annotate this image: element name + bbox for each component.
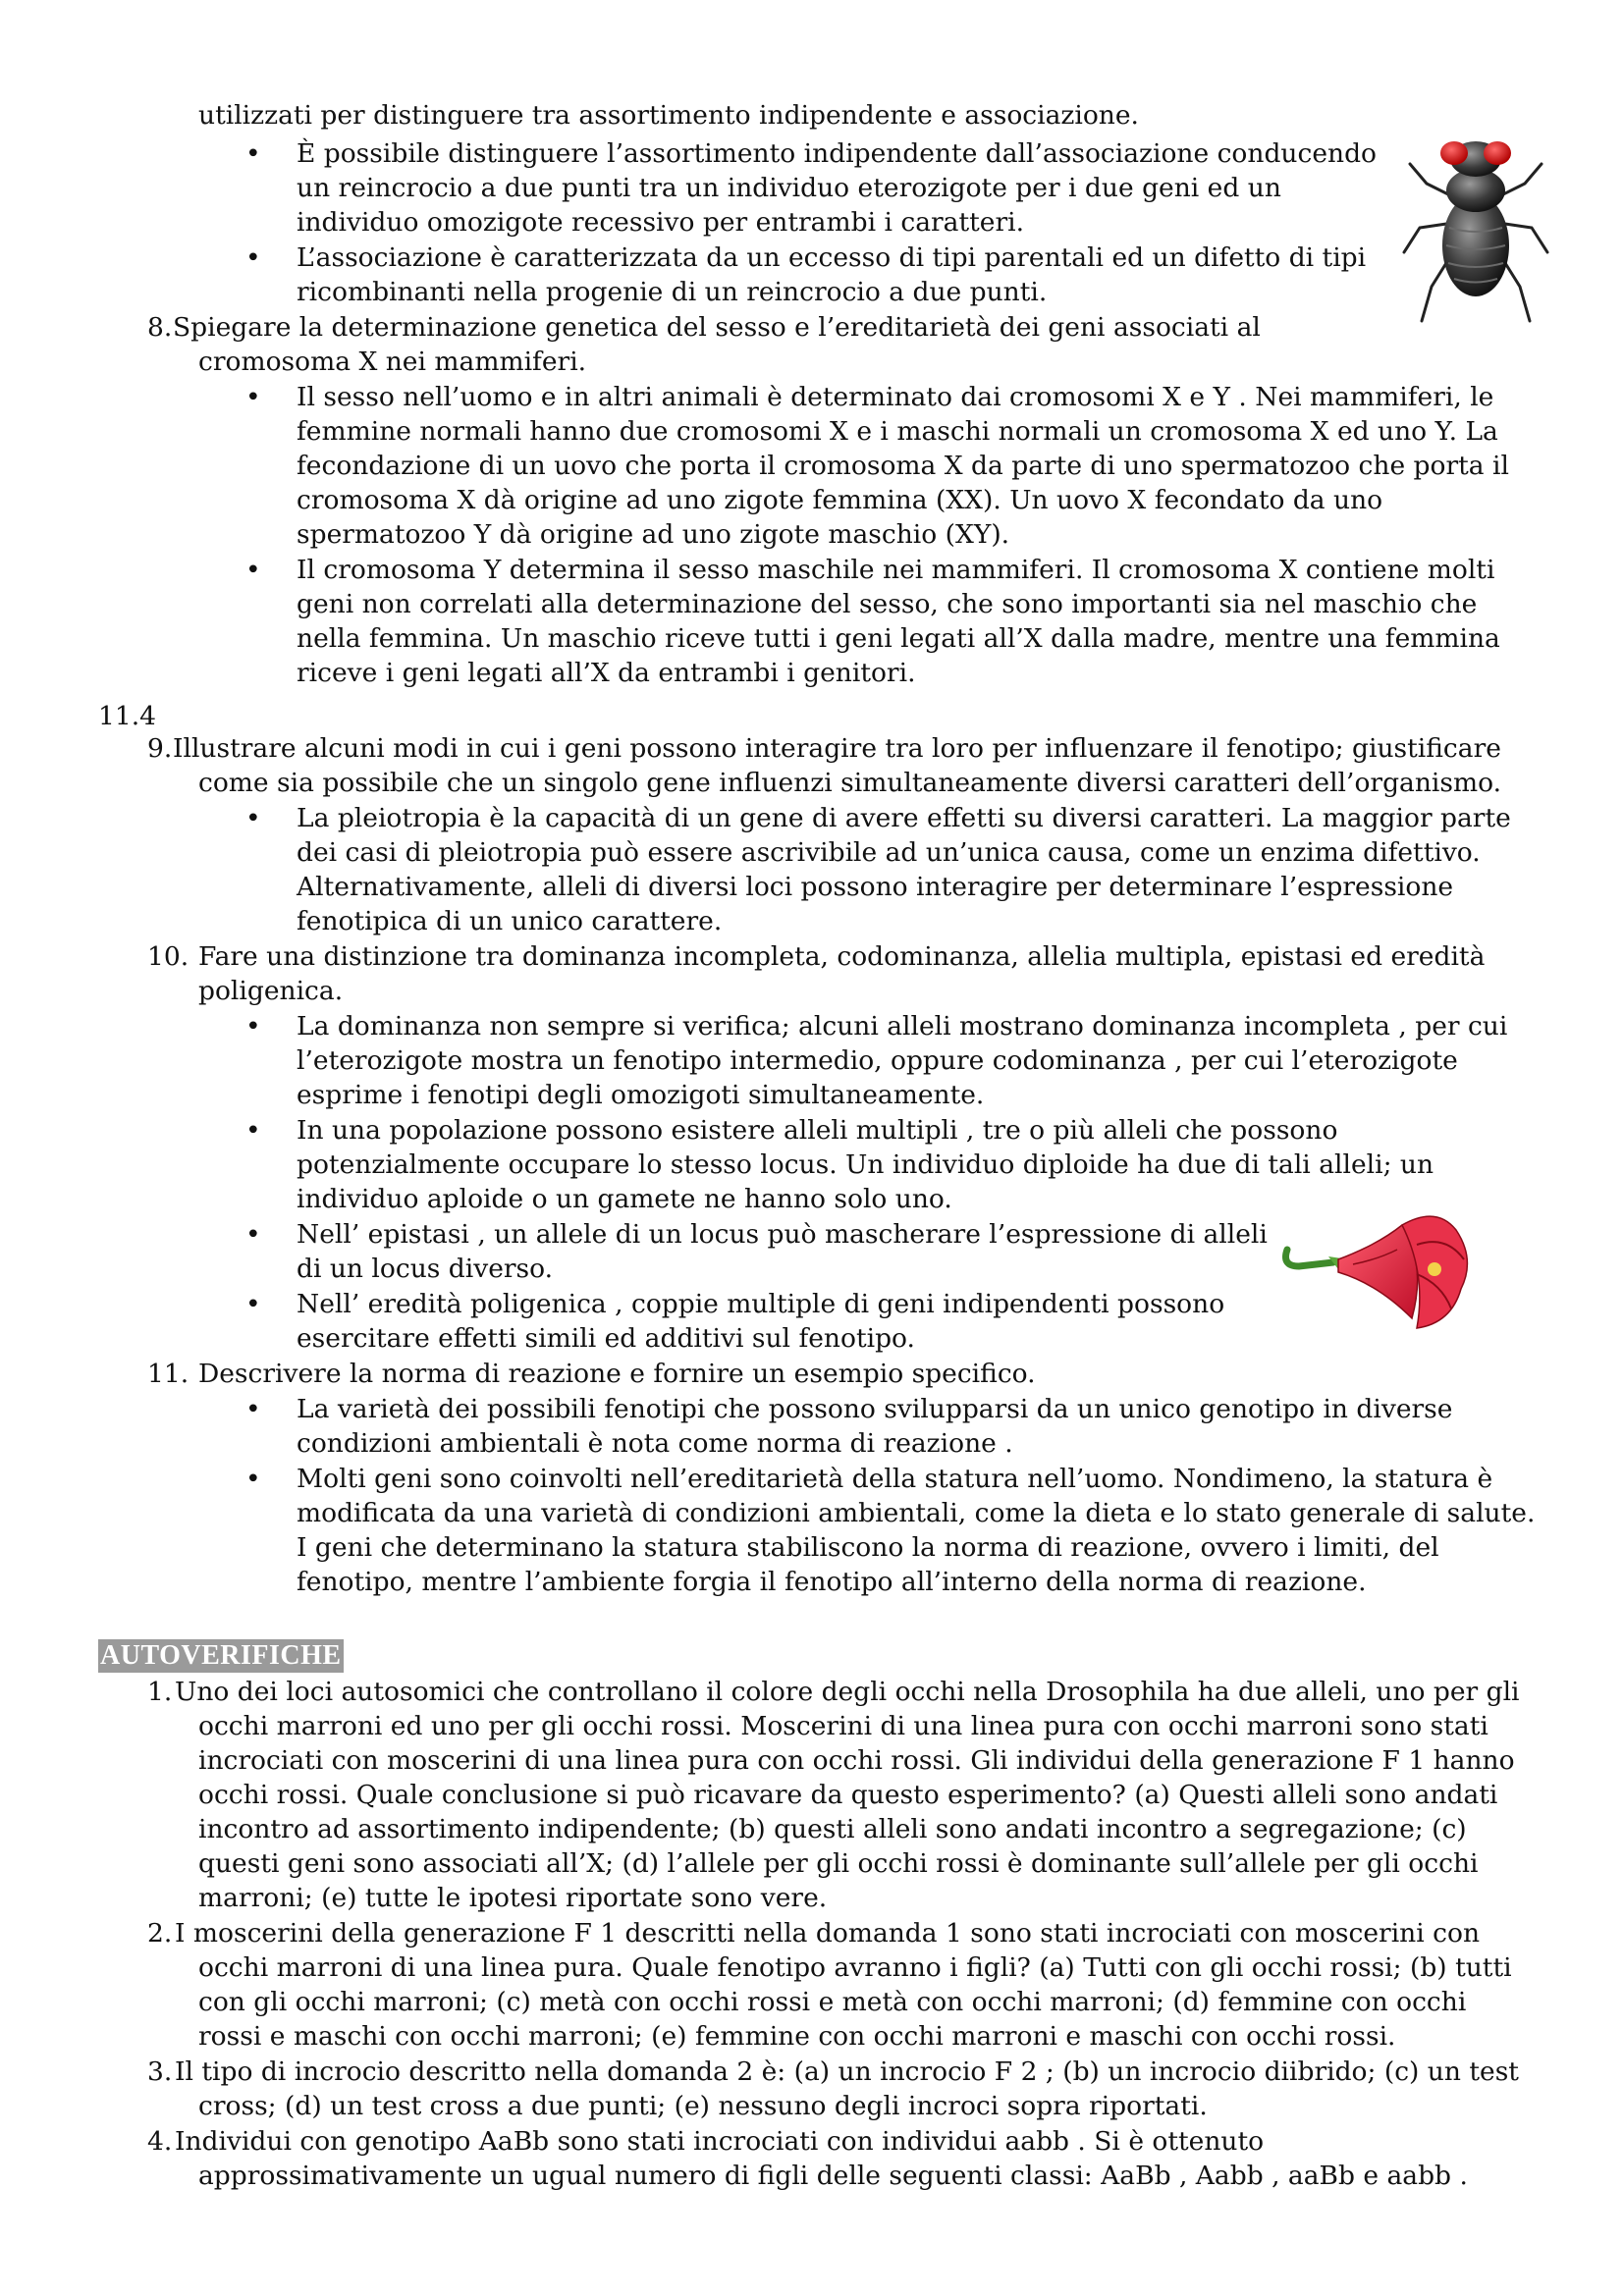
item-number: 11. — [147, 1359, 189, 1389]
text-line: I geni che determinano la statura stabiliscono la norma di reazione, ovvero i limiti, del — [297, 1532, 1439, 1563]
item-heading: Illustrare alcuni modi in cui i geni possono interagire tra loro per influenzare il fenotipo; giustificare — [173, 733, 1501, 764]
text-line: riceve i geni legati all’X da entrambi i genitori. — [297, 658, 916, 688]
question-line: marroni; (e) tutte le ipotesi riportate sono vere. — [198, 1883, 828, 1913]
text-line: modificata da una varietà di condizioni ambientali, come la dieta e lo stato generale di salute. — [297, 1498, 1536, 1528]
text-line: condizioni ambientali è nota come norma di reazione . — [297, 1428, 1013, 1459]
text-line: In una popolazione possono esistere alleli multipli , tre o più alleli che possono — [297, 1115, 1338, 1146]
text-line: femmine normali hanno due cromosomi X e i maschi normali un cromosoma X ed uno Y. La — [297, 416, 1498, 447]
text-line: Alternativamente, alleli di diversi loci possono interagire per determinare l’espressione — [297, 872, 1454, 902]
flower-illustration — [1279, 1205, 1476, 1343]
bullet-icon: • — [245, 1464, 261, 1494]
question-line: questi geni sono associati all’X; (d) l’allele per gli occhi rossi è dominante sull’allele per gli occhi — [198, 1848, 1479, 1879]
question-line: occhi marroni ed uno per gli occhi rossi. Moscerini di una linea pura con occhi marroni sono stati — [198, 1711, 1488, 1741]
text-line: Il sesso nell’uomo e in altri animali è determinato dai cromosomi X e Y . Nei mammiferi, le — [297, 382, 1494, 412]
text-line: Nell’ eredità poligenica , coppie multiple di geni indipendenti possono — [297, 1289, 1225, 1319]
text-line: Nell’ epistasi , un allele di un locus può mascherare l’espressione di alleli — [297, 1219, 1268, 1250]
drosophila-illustration — [1402, 130, 1549, 326]
question-line: incontro ad assortimento indipendente; (b) questi alleli sono andati incontro a segregazione; (c) — [198, 1814, 1467, 1844]
question-number: 2. — [147, 1918, 173, 1949]
item-number: 9. — [147, 733, 173, 764]
text-line: È possibile distinguere l’assortimento indipendente dall’associazione conducendo — [297, 138, 1377, 169]
item-heading: Descrivere la norma di reazione e fornire un esempio specifico. — [198, 1359, 1036, 1389]
question-line: Uno dei loci autosomici che controllano il colore degli occhi nella Drosophila ha due alleli, uno per gli — [175, 1677, 1520, 1707]
bullet-icon: • — [245, 1115, 261, 1146]
text-line: geni non correlati alla determinazione del sesso, che sono importanti sia nel maschio che — [297, 589, 1478, 619]
item-heading: come sia possibile che un singolo gene influenzi simultaneamente diversi caratteri dell’organismo. — [198, 768, 1502, 798]
text-line: un reincrocio a due punti tra un individuo eterozigote per i due geni ed un — [297, 173, 1281, 203]
question-line: Il tipo di incrocio descritto nella domanda 2 è: (a) un incrocio F 2 ; (b) un incrocio diibrido; (c) un test — [175, 2056, 1519, 2087]
text-line: La pleiotropia è la capacità di un gene di avere effetti su diversi caratteri. La maggior parte — [297, 803, 1511, 833]
item-number: 8. — [147, 312, 173, 343]
section-number: 11.4 — [98, 701, 157, 731]
item-heading: Spiegare la determinazione genetica del sesso e l’ereditarietà dei geni associati al — [173, 312, 1261, 343]
section-title: AUTOVERIFICHE — [100, 1640, 342, 1671]
question-line: Individui con genotipo AaBb sono stati incrociati con individui aabb . Si è ottenuto — [175, 2126, 1265, 2157]
bullet-icon: • — [245, 555, 261, 585]
text-line: l’eterozigote mostra un fenotipo intermedio, oppure codominanza , per cui l’eterozigote — [297, 1045, 1458, 1076]
text-line: individuo omozigote recessivo per entrambi i caratteri. — [297, 207, 1025, 238]
text-line: spermatozoo Y dà origine ad uno zigote maschio (XY). — [297, 519, 1010, 550]
text-line: dei casi di pleiotropia può essere ascrivibile ad un’unica causa, come un enzima difettivo. — [297, 837, 1481, 868]
question-line: incrociati con moscerini di una linea pura con occhi rossi. Gli individui della generazione F 1 hanno — [198, 1745, 1515, 1776]
text-line: ricombinanti nella progenie di un reincrocio a due punti. — [297, 277, 1048, 307]
bullet-icon: • — [245, 382, 261, 412]
text-line: potenzialmente occupare lo stesso locus. Un individuo diploide ha due di tali alleli; un — [297, 1149, 1434, 1180]
bullet-icon: • — [245, 1289, 261, 1319]
item-heading: poligenica. — [198, 976, 344, 1006]
bullet-icon: • — [245, 242, 261, 273]
bullet-icon: • — [245, 1394, 261, 1424]
text-line: L’associazione è caratterizzata da un eccesso di tipi parentali ed un difetto di tipi — [297, 242, 1367, 273]
text-line: nella femmina. Un maschio riceve tutti i geni legati all’X dalla madre, mentre una femmina — [297, 623, 1500, 654]
text-line: fecondazione di un uovo che porta il cromosoma X da parte di uno spermatozoo che porta il — [297, 451, 1509, 481]
item-heading: Fare una distinzione tra dominanza incompleta, codominanza, allelia multipla, epistasi ed eredità — [198, 941, 1486, 972]
text-line: individuo aploide o un gamete ne hanno solo uno. — [297, 1184, 952, 1214]
text-line: cromosoma X dà origine ad uno zigote femmina (XX). Un uovo X fecondato da uno — [297, 485, 1383, 515]
question-number: 3. — [147, 2056, 173, 2087]
text-line: esercitare effetti simili ed additivi sul fenotipo. — [297, 1323, 915, 1354]
question-line: con gli occhi marroni; (c) metà con occhi rossi e metà con occhi marroni; (d) femmine con occhi — [198, 1987, 1467, 2017]
text-line: di un locus diverso. — [297, 1254, 554, 1284]
question-line: rossi e maschi con occhi marroni; (e) femmine con occhi marroni e maschi con occhi rossi. — [198, 2021, 1396, 2052]
question-number: 4. — [147, 2126, 173, 2157]
item-number: 10. — [147, 941, 189, 972]
question-line: I moscerini della generazione F 1 descritti nella domanda 1 sono stati incrociati con moscerini con — [175, 1918, 1481, 1949]
text-line: fenotipo, mentre l’ambiente forgia il fenotipo all’interno della norma di reazione. — [297, 1567, 1367, 1597]
question-line: approssimativamente un ugual numero di figli delle seguenti classi: AaBb , Aabb , aaBb e aabb . — [198, 2161, 1468, 2191]
bullet-icon: • — [245, 138, 261, 169]
question-number: 1. — [147, 1677, 173, 1707]
item-heading: cromosoma X nei mammiferi. — [198, 347, 587, 377]
text-line: Il cromosoma Y determina il sesso maschile nei mammiferi. Il cromosoma X contiene molti — [297, 555, 1495, 585]
question-line: occhi rossi. Quale conclusione si può ricavare da questo esperimento? (a) Questi alleli sono andati — [198, 1780, 1498, 1810]
bullet-icon: • — [245, 1219, 261, 1250]
text-line: fenotipica di un unico carattere. — [297, 906, 723, 936]
question-line: cross; (d) un test cross a due punti; (e) nessuno degli incroci sopra riportati. — [198, 2091, 1208, 2121]
text-line: La varietà dei possibili fenotipi che possono svilupparsi da un unico genotipo in diverse — [297, 1394, 1453, 1424]
text-line: Molti geni sono coinvolti nell’ereditarietà della statura nell’uomo. Nondimeno, la statura è — [297, 1464, 1493, 1494]
text-line: La dominanza non sempre si verifica; alcuni alleli mostrano dominanza incompleta , per cui — [297, 1011, 1508, 1041]
text-line: esprime i fenotipi degli omozigoti simultaneamente. — [297, 1080, 985, 1110]
text-line: utilizzati per distinguere tra assortimento indipendente e associazione. — [198, 100, 1139, 131]
bullet-icon: • — [245, 1011, 261, 1041]
question-line: occhi marroni di una linea pura. Quale fenotipo avranno i figli? (a) Tutti con gli occhi rossi; (b) tutti — [198, 1952, 1512, 1983]
bullet-icon: • — [245, 803, 261, 833]
